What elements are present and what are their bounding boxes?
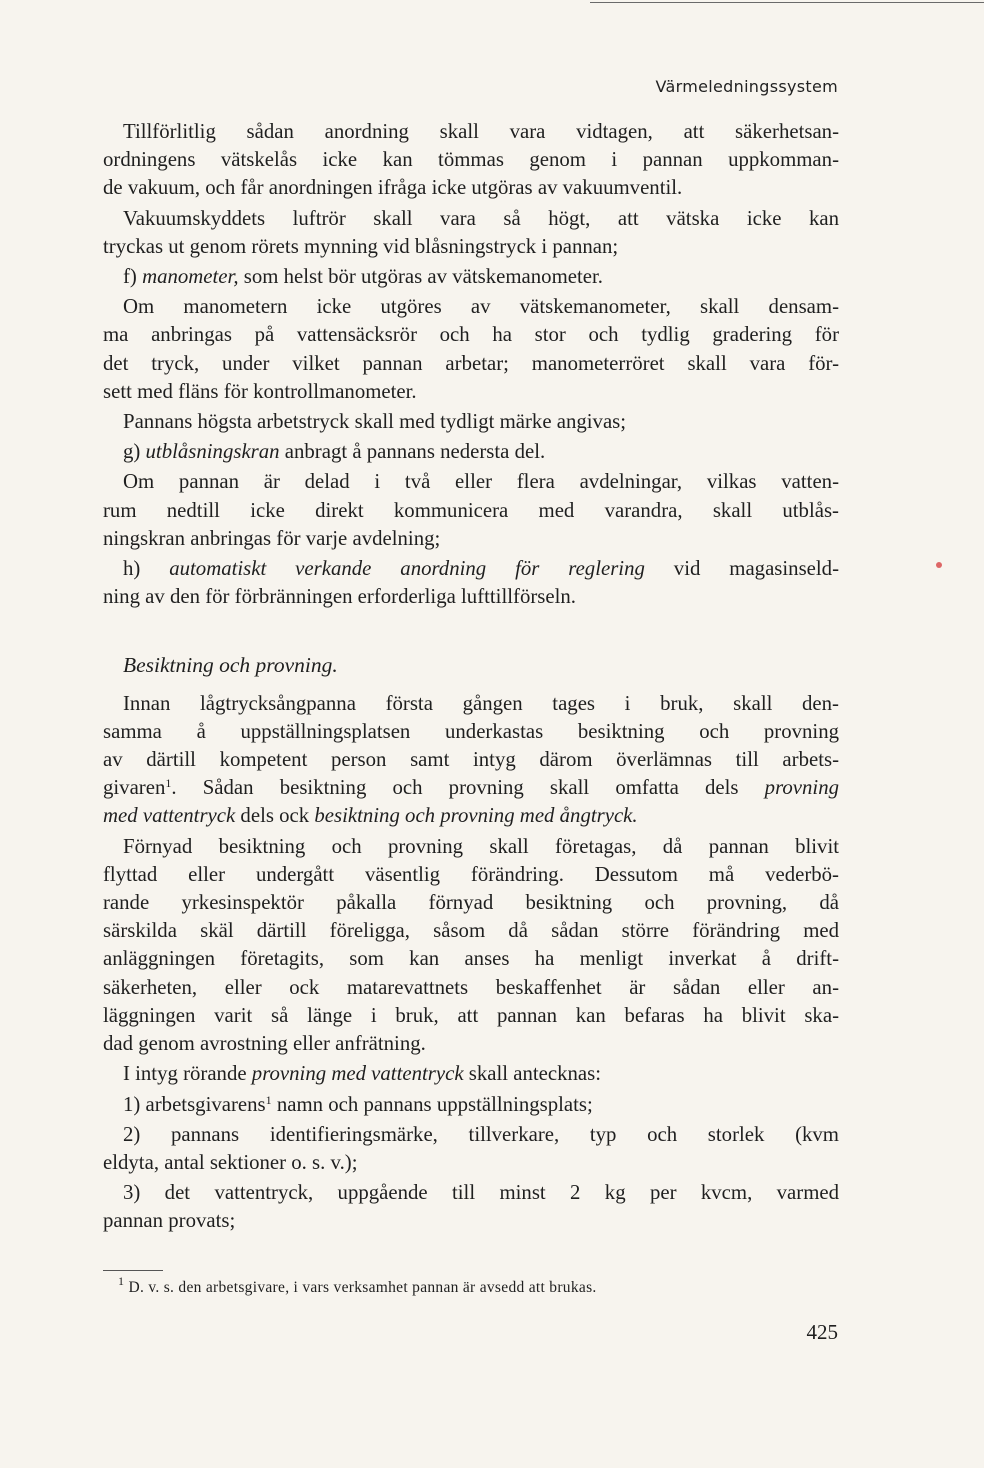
footnote (118, 1274, 838, 1298)
text-line: tryckas ut genom rörets mynning vid blåsningstryck i pannan; (103, 234, 619, 258)
text-run: givaren (103, 776, 166, 800)
text-run: 1) arbetsgivarens (123, 1092, 266, 1116)
section-heading: Besiktning och provning. (123, 653, 338, 678)
text-line: av därtill kompetent person samt intyg därom överlämnas till arbets- (103, 748, 839, 772)
paragraph-besiktning-intro (103, 690, 839, 831)
list-item-3 (103, 1179, 839, 1235)
text-line: 2) pannans identifieringsmärke, tillverkare, typ och storlek (kvm (123, 1122, 839, 1146)
page-number: 425 (806, 1320, 838, 1344)
text-line: det tryck, under vilket pannan arbetar; manometerröret skall vara för- (103, 351, 839, 375)
footnote-mark: 1 (118, 1274, 125, 1288)
text-run: vid magasinseld- (644, 557, 839, 581)
text-line: Om manometern icke utgöres av vätskemanometer, skall densam- (123, 295, 839, 319)
paragraph-fornyad (103, 833, 839, 1059)
item-marker: f) (123, 265, 137, 289)
upper-blocks (103, 118, 839, 611)
text-line: flyttad eller undergått väsentlig förändring. Dessutom må vederbö- (103, 862, 839, 886)
paragraph (103, 118, 839, 203)
text-run: I intyg rörande (123, 1062, 252, 1086)
list-item (103, 263, 839, 291)
text-line: pannan provats; (103, 1209, 236, 1233)
list-item-2 (103, 1121, 839, 1177)
text-line: ning av den för förbränningen erforderliga lufttillförseln. (103, 585, 576, 609)
text-line (103, 263, 839, 291)
text-line: säkerheten, eller ock matarevattnets beskaffenhet är sådan eller an- (103, 975, 839, 999)
paragraph (103, 205, 839, 261)
text-line: Förnyad besiktning och provning skall företagas, då pannan blivit (123, 834, 839, 858)
text-run: anbragt å pannans nedersta del. (279, 440, 546, 464)
text-line: samma å uppställningsplatsen underkastas besiktning och provning (103, 719, 839, 743)
paragraph (103, 408, 839, 436)
paragraph-intyg (103, 1060, 839, 1088)
paragraph (103, 468, 839, 553)
text-line (103, 802, 839, 830)
text-line (103, 1091, 839, 1119)
list-item-1 (103, 1091, 839, 1119)
paragraph (103, 293, 839, 406)
italic-run: automatiskt verkande anordning för reglering (169, 557, 645, 581)
text-run: . Sådan besiktning och provning skall omfatta dels (171, 776, 765, 800)
text-line: ningskran anbringas för varje avdelning; (103, 526, 441, 550)
page-body (103, 118, 839, 1236)
text-line: rande yrkesinspektör påkalla förnyad besiktning och provning, då (103, 891, 839, 915)
text-line: eldyta, antal sektioner o. s. v.); (103, 1150, 358, 1174)
text-line: rum nedtill icke direkt kommunicera med varandra, skall utblås- (103, 498, 839, 522)
italic-run: utblåsningskran (145, 440, 280, 464)
footnote-ref: 1 (265, 1092, 272, 1107)
text-line (103, 774, 839, 802)
item-marker: g) (123, 440, 141, 464)
text-line: läggningen varit så länge i bruk, att pannan kan befaras ha blivit ska- (103, 1003, 839, 1027)
footnote-text: D. v. s. den arbetsgivare, i vars verksamhet pannan är avsedd att brukas. (124, 1279, 597, 1296)
text-line (103, 438, 839, 466)
top-rule (590, 2, 984, 3)
text-line: Om pannan är delad i två eller flera avdelningar, vilkas vatten- (123, 470, 839, 494)
text-line: ma anbringas på vattensäcksrör och ha stor och tydlig gradering för (103, 323, 839, 347)
item-marker: h) (123, 557, 141, 581)
italic-run: provning (764, 776, 839, 800)
text-line: de vakuum, och får anordningen ifråga icke utgöras av vakuumventil. (103, 176, 683, 200)
list-item (103, 555, 839, 611)
text-line: särskilda skäl därtill föreligga, såsom då sådan större förändring med (103, 919, 839, 943)
footnote-ref: 1 (165, 776, 172, 791)
text-line: Innan lågtrycksångpanna första gången tages i bruk, skall den- (123, 691, 839, 715)
text-line: ordningens vätskelås icke kan tömmas genom i pannan uppkomman- (103, 148, 839, 172)
running-header: Värmeledningssystem (655, 77, 838, 96)
text-run: som helst bör utgöras av vätskemanometer. (238, 265, 603, 289)
text-line: Pannans högsta arbetstryck skall med tydligt märke angivas; (123, 410, 627, 434)
italic-run: manometer, (142, 265, 239, 289)
text-line: dad genom avrostning eller anfrätning. (103, 1032, 426, 1056)
text-line: Vakuumskyddets luftrör skall vara så högt, att vätska icke kan (123, 206, 839, 230)
text-line: anläggningen företagits, som kan anses ha menligt inverkat å drift- (103, 947, 839, 971)
text-line: 3) det vattentryck, uppgående till minst 2 kg per kvcm, varmed (123, 1181, 839, 1205)
footnote-rule (103, 1270, 163, 1271)
text-line (103, 1060, 839, 1088)
text-run: dels ock (235, 804, 315, 828)
text-line (103, 555, 839, 583)
text-line: Tillförlitlig sådan anordning skall vara vidtagen, att säkerhetsan- (123, 120, 839, 143)
italic-run: provning med vattentryck (251, 1062, 464, 1086)
text-line: sett med fläns för kontrollmanometer. (103, 379, 417, 403)
margin-mark (936, 562, 942, 568)
text-run: skall antecknas: (463, 1062, 601, 1086)
list-item (103, 438, 839, 466)
italic-run: besiktning och provning med ångtryck. (314, 804, 638, 828)
text-run: namn och pannans uppställningsplats; (271, 1092, 593, 1116)
italic-run: med vattentryck (103, 804, 236, 828)
